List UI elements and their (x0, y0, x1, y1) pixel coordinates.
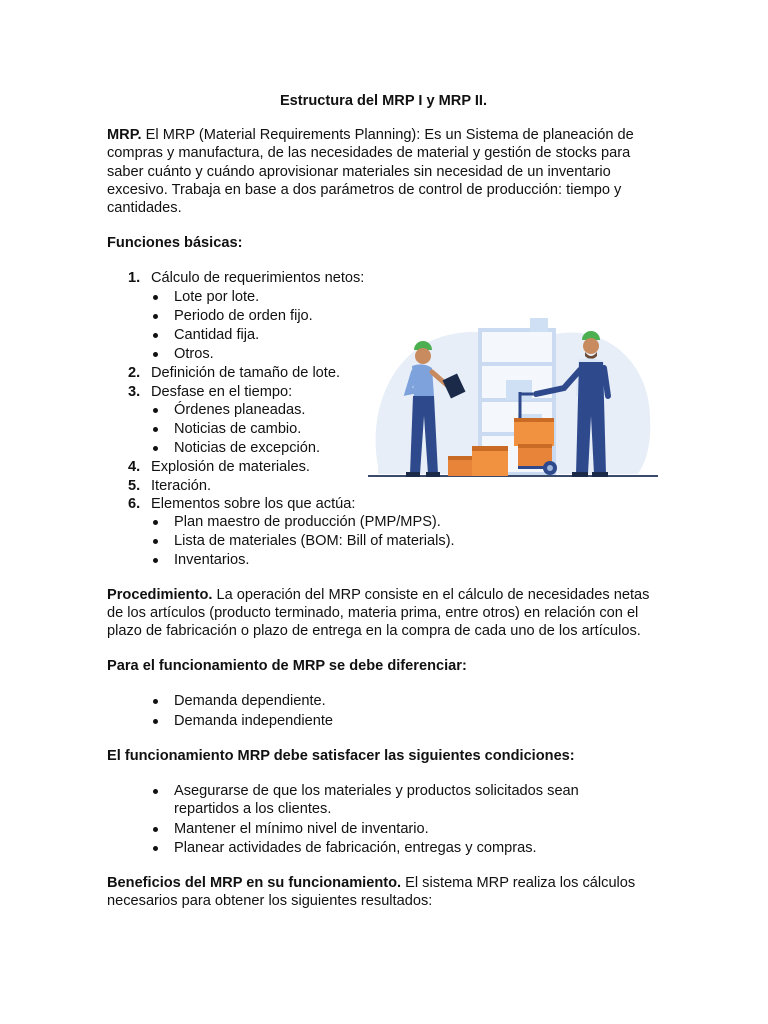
list-item: Mantener el mínimo nivel de inventario. (107, 820, 612, 838)
funcion-label: Desfase en el tiempo: (151, 383, 293, 400)
funcion-number: 2. (128, 365, 141, 382)
funcion-number: 3. (128, 383, 141, 400)
procedimiento-label: Procedimiento. (107, 586, 213, 603)
diferenciar-heading: Para el funcionamiento de MRP se debe diferenciar: (107, 658, 467, 675)
list-item: Periodo de orden fijo. (151, 307, 652, 325)
list-item: Noticias de cambio. (151, 420, 652, 438)
list-item: Planear actividades de fabricación, entregas y compras. (107, 839, 612, 857)
document-title: Estructura del MRP I y MRP II. (279, 93, 488, 109)
procedimiento-text: La operación del MRP consiste en el cálculo de necesidades netas de los artículos (producto terminado, materia prima, entre otros) en relación con el plazo de fabricación o plazo de entrega en la compra de cada uno de los artículos. (107, 586, 650, 640)
funcion-number: 1. (128, 270, 141, 287)
list-item: Plan maestro de producción (PMP/MPS). (151, 513, 652, 531)
funcion-label: Cálculo de requerimientos netos: (151, 270, 365, 287)
funcion-label: Iteración. (151, 477, 212, 494)
list-item: Demanda dependiente. (107, 692, 652, 710)
beneficios-label: Beneficios del MRP en su funcionamiento. (107, 874, 402, 891)
list-item: Lista de materiales (BOM: Bill of materials). (151, 532, 652, 550)
procedimiento-paragraph (107, 586, 652, 641)
mrp-paragraph (107, 126, 652, 217)
funcion-number: 6. (128, 495, 141, 512)
beneficios-paragraph (107, 874, 652, 910)
funcion-number: 4. (128, 459, 141, 476)
funciones-heading: Funciones básicas: (107, 235, 243, 252)
list-item: Asegurarse de que los materiales y productos solicitados sean repartidos a los clientes. (107, 782, 612, 818)
mrp-text: El MRP (Material Requirements Planning): Es un Sistema de planeación de compras y manufactura, de las necesidades de material y gestión de stocks para saber cuánto y cuándo aprovisionar materiales sin necesidad de un inventario excesivo. Trabaja en base a dos parámetros de control de producción: tiempo y cantidades. (107, 127, 634, 217)
mrp-label: MRP. (107, 127, 142, 144)
list-item: Órdenes planeadas. (151, 401, 652, 419)
list-item: Otros. (151, 345, 652, 363)
funcion-number: 5. (128, 477, 141, 494)
shelf-box (530, 318, 548, 332)
funcion-sublist (151, 513, 652, 570)
list-item: Noticias de excepción. (151, 439, 652, 457)
list-item: Lote por lote. (151, 288, 652, 306)
diferenciar-list (107, 692, 652, 729)
condiciones-list (107, 782, 652, 857)
list-item: Inventarios. (151, 551, 652, 569)
document-page (107, 92, 652, 927)
funcion-label: Elementos sobre los que actúa: (151, 495, 356, 512)
funcion-item (107, 495, 652, 570)
condiciones-heading: El funcionamiento MRP debe satisfacer las siguientes condiciones: (107, 747, 575, 764)
funcion-label: Definición de tamaño de lote. (151, 365, 341, 382)
list-item: Cantidad fija. (151, 326, 652, 344)
list-item: Demanda independiente (107, 712, 652, 730)
funcion-label: Explosión de materiales. (151, 459, 310, 476)
beneficios-text: El sistema MRP realiza los cálculos necesarios para obtener los siguientes resultados: (107, 874, 636, 910)
warehouse-workers-illustration (368, 316, 658, 481)
